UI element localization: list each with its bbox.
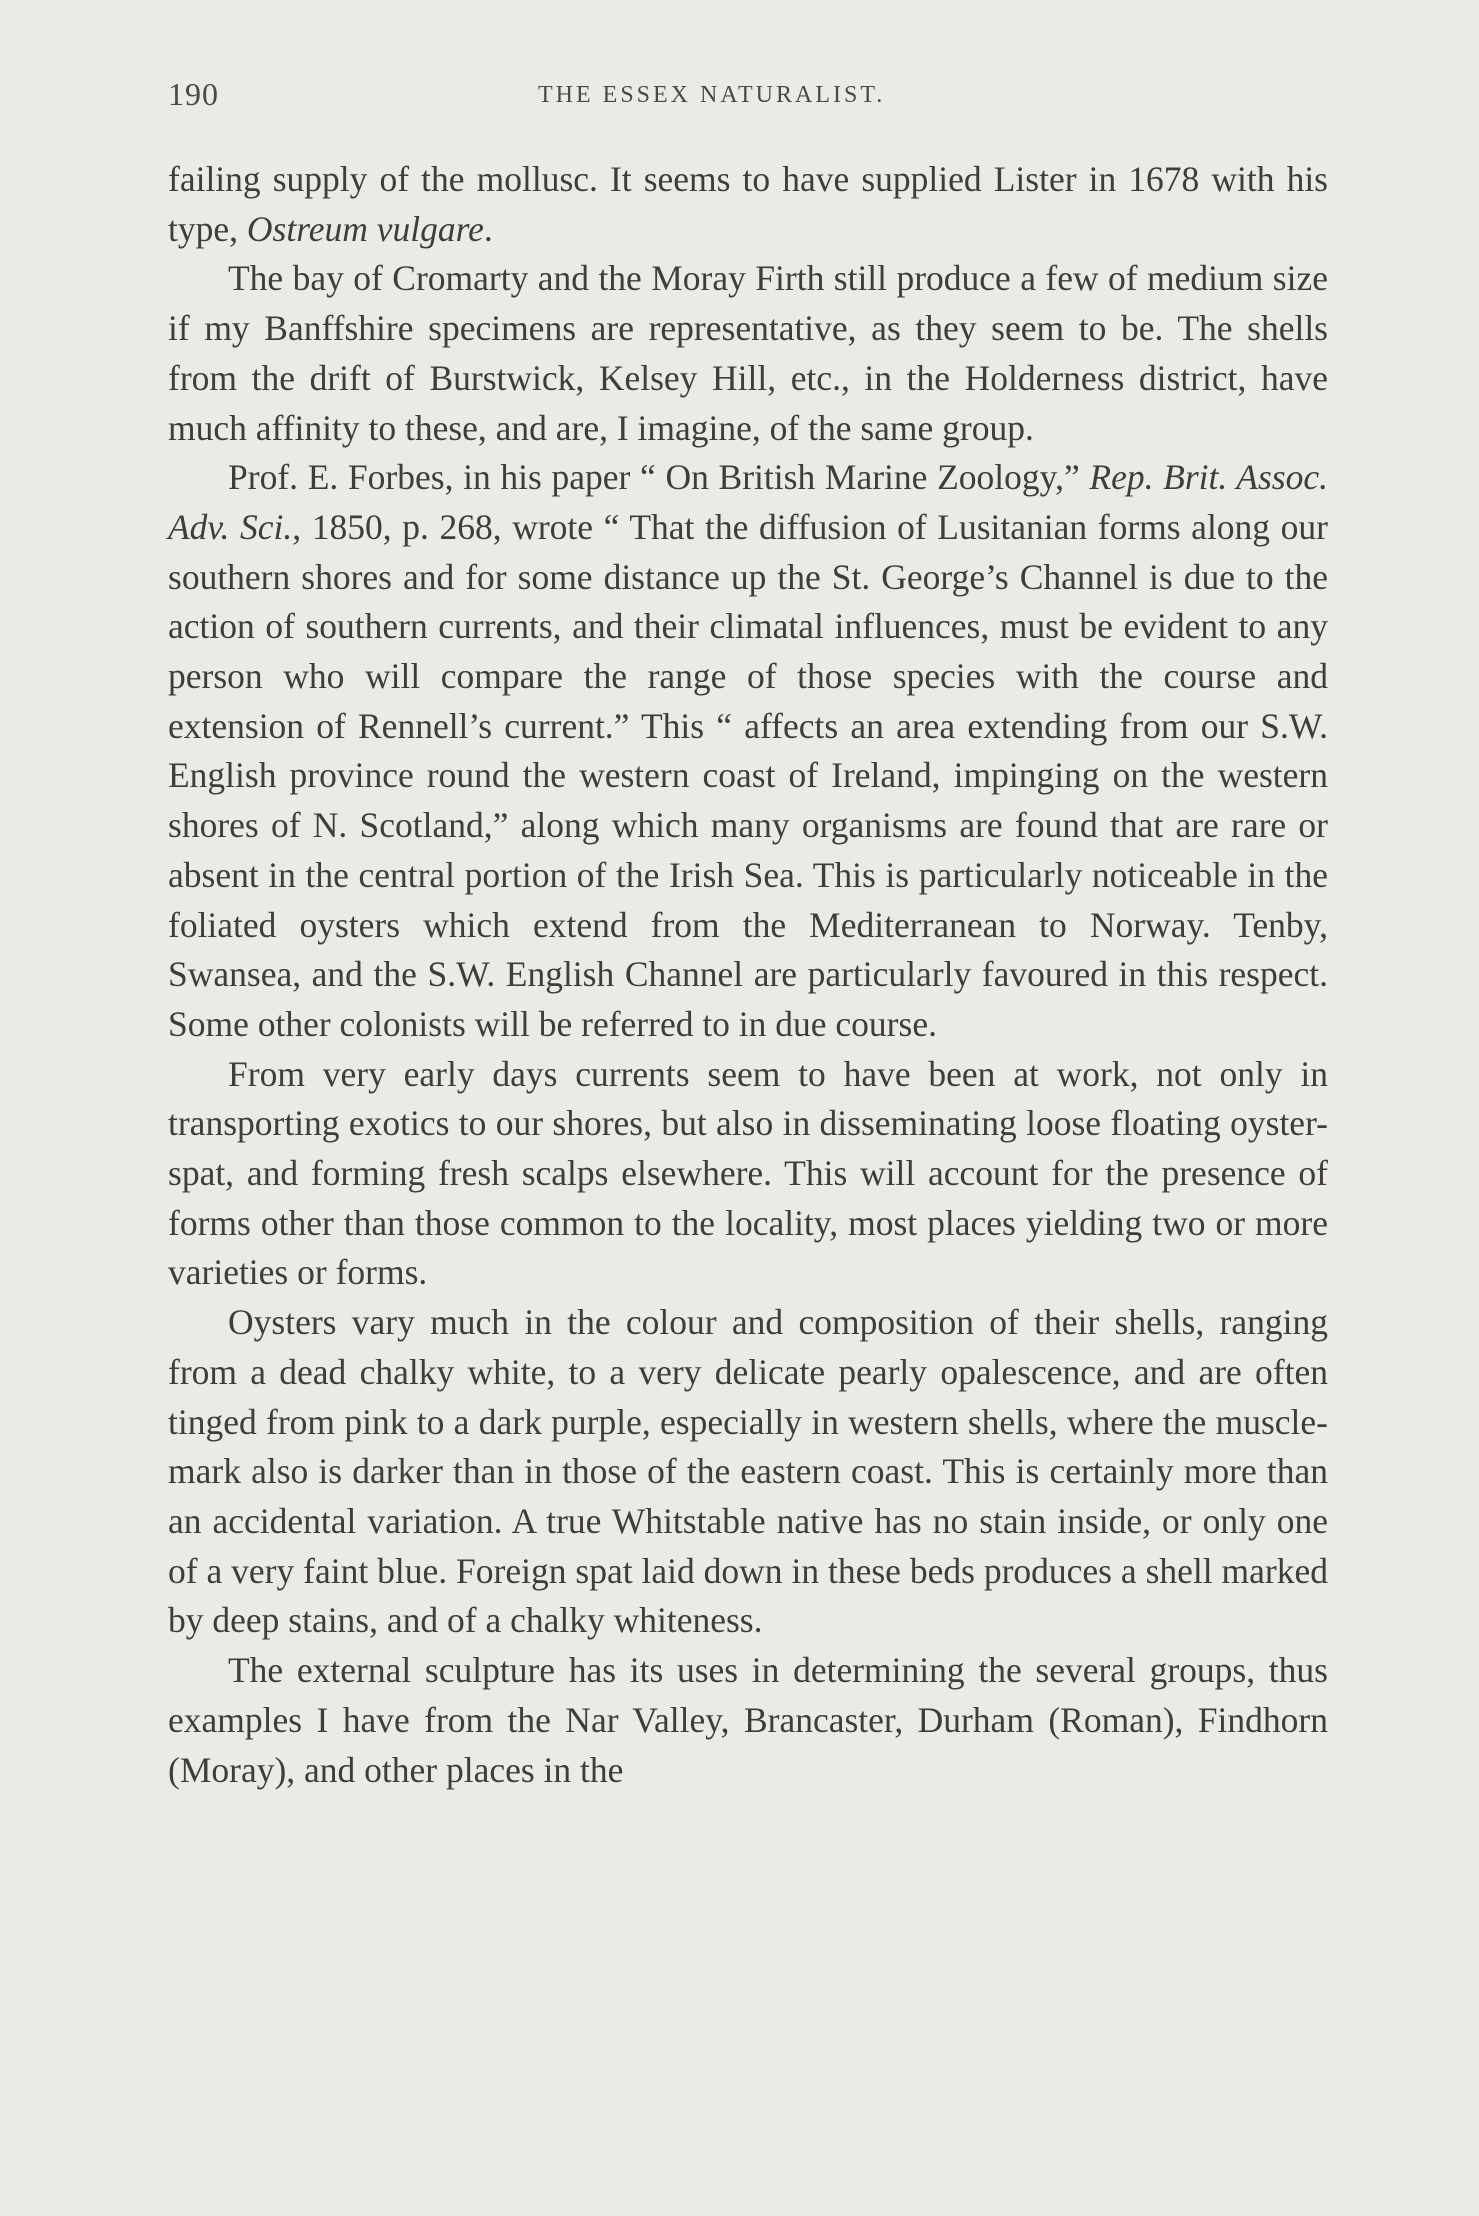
paragraph-6: The external sculpture has its uses in determining the several groups, thus examples I have from the Nar Valley, Brancaster, Durham (Roman), Findhorn (Moray), and other places in the (168, 1650, 1328, 1790)
running-head: THE ESSEX NATURALIST. (538, 82, 886, 108)
paragraph-1 (168, 155, 1328, 254)
paragraph-3 (168, 453, 1328, 1049)
paragraph-3-text: Prof. E. Forbes, in his paper “ On British Marine Zoology,” (228, 457, 1090, 498)
paragraph-3-rest: , 1850, p. 268, wrote “ That the diffusion of Lusitanian forms along our southern shores and for some distance up the St. George’s Channel is due to the action of southern currents, and their climatal influences, must be evident to any person who will compare the range of those species with the course and extension of Rennell’s current.” This “ affects an area extending from our S.W. English province round the western coast of Ireland, impinging on the western shores of N. Scotland,” along which many organisms are found that are rare or absent in the central portion of the Irish Sea. This is particularly noticeable in the foliated oysters which extend from the Mediterranean to Norway. Tenby, Swansea, and the S.W. English Channel are particularly favoured in this respect. Some other colonists will be referred to in due course. (168, 506, 1328, 1044)
body-text (168, 155, 1328, 1795)
paragraph-2: The bay of Cromarty and the Moray Firth still produce a few of medium size if my Banffshire specimens are representative, as they seem to be. The shells from the drift of Burstwick, Kelsey Hill, etc., in the Holderness district, have much affinity to these, and are, I imagine, of the same group. (168, 258, 1328, 448)
paragraph-4: From very early days currents seem to have been at work, not only in transporting exotics to our shores, but also in disseminating loose floating oyster-spat, and forming fresh scalps elsewhere. This will account for the presence of forms other than those common to the locality, most places yielding two or more varieties or forms. (168, 1053, 1328, 1293)
page-header (168, 76, 1328, 126)
paragraph-1-end: . (483, 208, 493, 249)
citation-title: Rep. Brit. Assoc. Adv. Sci. (168, 457, 1328, 547)
paragraph-1-text: failing supply of the mollusc. It seems to have supplied Lister in 1678 with his type, (168, 159, 1328, 249)
species-name: Ostreum vulgare (246, 208, 484, 249)
paragraph-5: Oysters vary much in the colour and composition of their shells, ranging from a dead chalky white, to a very delicate pearly opalescence, and are often tinged from pink to a dark purple, especially in western shells, where the muscle-mark also is darker than in those of the eastern coast. This is certainly more than an accidental variation. A true Whitstable native has no stain inside, or only one of a very faint blue. Foreign spat laid down in these beds produces a shell marked by deep stains, and of a chalky whiteness. (168, 1302, 1328, 1641)
page-number: 190 (168, 76, 219, 112)
